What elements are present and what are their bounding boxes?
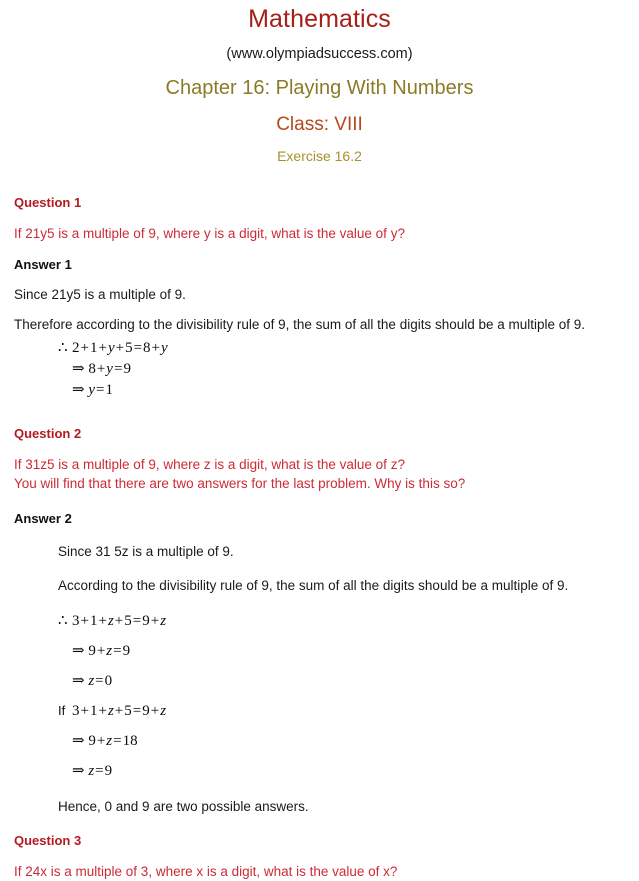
exercise-label: Exercise 16.2 <box>277 148 362 164</box>
answer-paragraph-1-2: Therefore according to the divisibility rule of 9, the sum of all the digits should be a multiple of 9. <box>14 317 586 332</box>
equation-row <box>14 666 625 696</box>
equation-row <box>14 338 625 359</box>
answer-closing-2: Hence, 0 and 9 are two possible answers. <box>58 799 309 814</box>
equation-lead: ∴ <box>58 613 68 629</box>
equation-row <box>14 696 625 726</box>
equation-row <box>14 726 625 756</box>
question-heading-2: Question 2 <box>14 426 82 441</box>
equation-expression: ⇒ z=9 <box>72 763 113 779</box>
equation-expression: ⇒ y=1 <box>72 382 113 398</box>
equation-expression: ⇒ 9+z=9 <box>72 643 131 659</box>
equation-expression: ⇒ z=0 <box>72 673 113 689</box>
equation-group-2 <box>14 606 625 786</box>
answer-heading-2: Answer 2 <box>14 511 72 526</box>
question-text-1-line-1: If 21y5 is a multiple of 9, where y is a digit, what is the value of y? <box>14 226 405 241</box>
question-text-2-line-2: You will find that there are two answers for the last problem. Why is this so? <box>14 476 466 491</box>
chapter-title: Chapter 16: Playing With Numbers <box>165 77 474 99</box>
question-block-2 <box>14 425 625 816</box>
question-heading-1: Question 1 <box>14 195 82 210</box>
equation-row <box>14 359 625 380</box>
question-block-1 <box>14 194 625 401</box>
answer-paragraph-2-1: Since 31 5z is a multiple of 9. <box>58 544 234 559</box>
document-content <box>0 194 639 881</box>
answer-heading-1: Answer 1 <box>14 257 72 272</box>
answer-paragraph-1-1: Since 21y5 is a multiple of 9. <box>14 287 186 302</box>
equation-lead: If <box>58 703 66 718</box>
equation-expression: 3+1+z+5=9+z <box>72 613 167 629</box>
site-url: (www.olympiadsuccess.com) <box>226 46 413 62</box>
equation-expression: 3+1+z+5=9+z <box>72 703 167 719</box>
question-text-3-line-1: If 24x is a multiple of 3, where x is a digit, what is the value of x? <box>14 864 398 879</box>
equation-row <box>14 380 625 401</box>
document-header <box>0 0 639 166</box>
equation-expression: ⇒ 9+z=18 <box>72 733 138 749</box>
equation-lead: ∴ <box>58 340 68 356</box>
class-label: Class: VIII <box>276 114 363 135</box>
equation-row <box>14 756 625 786</box>
question-text-2-line-1: If 31z5 is a multiple of 9, where z is a digit, what is the value of z? <box>14 457 405 472</box>
equation-row <box>14 606 625 636</box>
answer-paragraph-2-2: According to the divisibility rule of 9, the sum of all the digits should be a multiple of 9. <box>58 578 569 593</box>
equation-group-1 <box>14 338 625 401</box>
equation-row <box>14 636 625 666</box>
equation-expression: 2+1+y+5=8+y <box>72 340 168 356</box>
question-block-3 <box>14 832 625 881</box>
question-heading-3: Question 3 <box>14 833 82 848</box>
page-title: Mathematics <box>248 5 391 33</box>
equation-expression: ⇒ 8+y=9 <box>72 361 131 377</box>
